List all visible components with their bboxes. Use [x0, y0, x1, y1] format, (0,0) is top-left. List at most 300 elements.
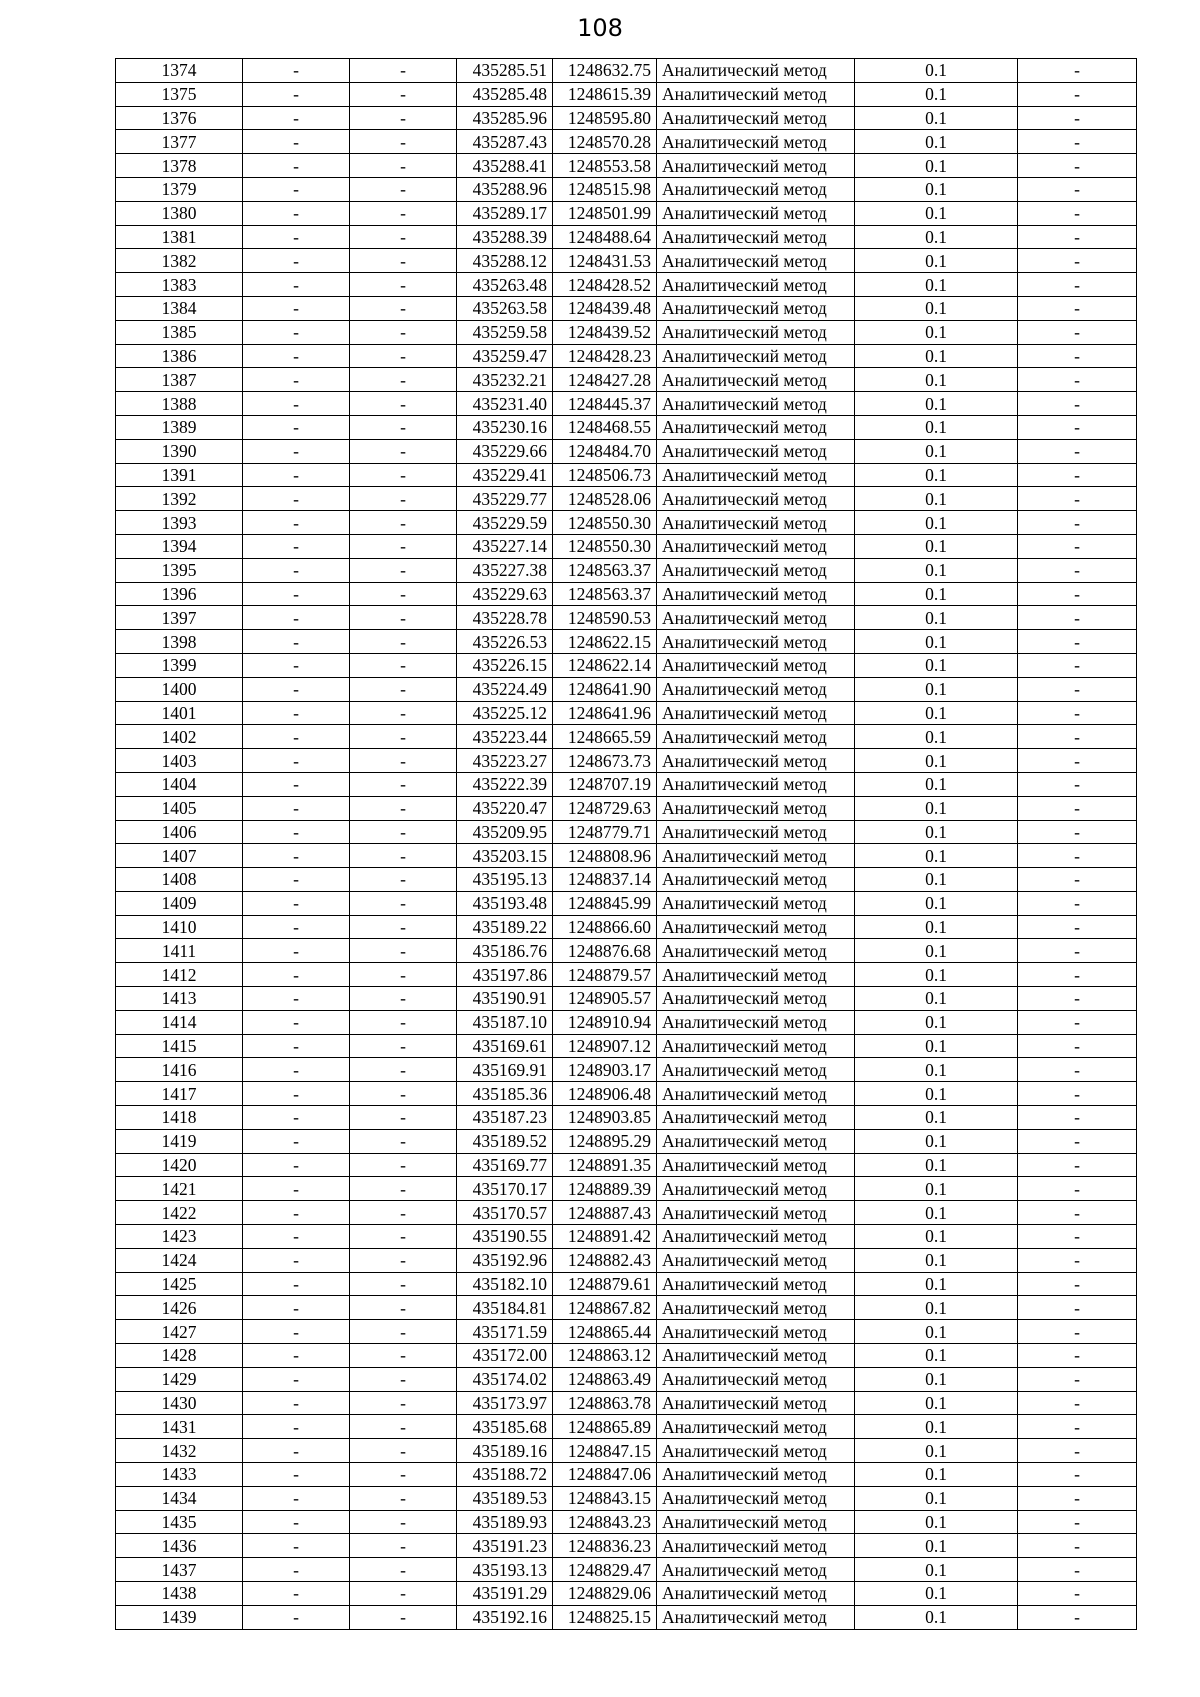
point-number-cell: 1431 [116, 1415, 243, 1439]
precision-cell: 0.1 [855, 1510, 1018, 1534]
precision-cell: 0.1 [855, 1558, 1018, 1582]
old-y-cell: - [350, 772, 457, 796]
precision-cell: 0.1 [855, 1058, 1018, 1082]
old-x-cell: - [243, 1582, 350, 1606]
description-cell: - [1018, 653, 1137, 677]
method-cell: Аналитический метод [657, 582, 855, 606]
method-cell: Аналитический метод [657, 1106, 855, 1130]
old-y-cell: - [350, 891, 457, 915]
old-x-cell: - [243, 177, 350, 201]
old-x-cell: - [243, 1439, 350, 1463]
description-cell: - [1018, 868, 1137, 892]
table-body [116, 59, 1137, 1630]
description-cell: - [1018, 1153, 1137, 1177]
point-number-cell: 1397 [116, 606, 243, 630]
method-cell: Аналитический метод [657, 1605, 855, 1629]
precision-cell: 0.1 [855, 963, 1018, 987]
method-cell: Аналитический метод [657, 1296, 855, 1320]
point-number-cell: 1386 [116, 344, 243, 368]
table-row [116, 630, 1137, 654]
method-cell: Аналитический метод [657, 1177, 855, 1201]
old-y-cell: - [350, 653, 457, 677]
method-cell: Аналитический метод [657, 368, 855, 392]
x-coordinate-cell: 435285.96 [457, 106, 553, 130]
description-cell: - [1018, 749, 1137, 773]
y-coordinate-cell: 1248867.82 [553, 1296, 657, 1320]
precision-cell: 0.1 [855, 392, 1018, 416]
y-coordinate-cell: 1248729.63 [553, 796, 657, 820]
precision-cell: 0.1 [855, 868, 1018, 892]
description-cell: - [1018, 1605, 1137, 1629]
old-y-cell: - [350, 463, 457, 487]
y-coordinate-cell: 1248665.59 [553, 725, 657, 749]
point-number-cell: 1429 [116, 1367, 243, 1391]
method-cell: Аналитический метод [657, 558, 855, 582]
method-cell: Аналитический метод [657, 749, 855, 773]
method-cell: Аналитический метод [657, 677, 855, 701]
old-y-cell: - [350, 725, 457, 749]
y-coordinate-cell: 1248879.61 [553, 1272, 657, 1296]
old-x-cell: - [243, 1463, 350, 1487]
y-coordinate-cell: 1248488.64 [553, 225, 657, 249]
old-y-cell: - [350, 606, 457, 630]
y-coordinate-cell: 1248595.80 [553, 106, 657, 130]
point-number-cell: 1389 [116, 415, 243, 439]
precision-cell: 0.1 [855, 677, 1018, 701]
old-x-cell: - [243, 130, 350, 154]
precision-cell: 0.1 [855, 1605, 1018, 1629]
table-row [116, 1605, 1137, 1629]
old-x-cell: - [243, 106, 350, 130]
old-y-cell: - [350, 177, 457, 201]
old-y-cell: - [350, 1106, 457, 1130]
old-x-cell: - [243, 677, 350, 701]
old-x-cell: - [243, 1034, 350, 1058]
precision-cell: 0.1 [855, 344, 1018, 368]
method-cell: Аналитический метод [657, 59, 855, 83]
old-x-cell: - [243, 1510, 350, 1534]
point-number-cell: 1398 [116, 630, 243, 654]
method-cell: Аналитический метод [657, 1034, 855, 1058]
x-coordinate-cell: 435203.15 [457, 844, 553, 868]
method-cell: Аналитический метод [657, 1391, 855, 1415]
table-row [116, 1058, 1137, 1082]
x-coordinate-cell: 435229.66 [457, 439, 553, 463]
precision-cell: 0.1 [855, 606, 1018, 630]
y-coordinate-cell: 1248865.89 [553, 1415, 657, 1439]
point-number-cell: 1407 [116, 844, 243, 868]
old-x-cell: - [243, 1106, 350, 1130]
description-cell: - [1018, 439, 1137, 463]
y-coordinate-cell: 1248891.42 [553, 1225, 657, 1249]
precision-cell: 0.1 [855, 630, 1018, 654]
point-number-cell: 1424 [116, 1248, 243, 1272]
table-row [116, 1106, 1137, 1130]
point-number-cell: 1378 [116, 154, 243, 178]
table-row [116, 653, 1137, 677]
y-coordinate-cell: 1248863.78 [553, 1391, 657, 1415]
table-row [116, 796, 1137, 820]
page-number: 108 [577, 14, 623, 42]
y-coordinate-cell: 1248641.96 [553, 701, 657, 725]
old-y-cell: - [350, 1248, 457, 1272]
table-row [116, 1510, 1137, 1534]
point-number-cell: 1406 [116, 820, 243, 844]
y-coordinate-cell: 1248528.06 [553, 487, 657, 511]
point-number-cell: 1426 [116, 1296, 243, 1320]
precision-cell: 0.1 [855, 368, 1018, 392]
y-coordinate-cell: 1248590.53 [553, 606, 657, 630]
point-number-cell: 1437 [116, 1558, 243, 1582]
x-coordinate-cell: 435229.63 [457, 582, 553, 606]
table-row [116, 1177, 1137, 1201]
point-number-cell: 1427 [116, 1320, 243, 1344]
point-number-cell: 1433 [116, 1463, 243, 1487]
y-coordinate-cell: 1248428.52 [553, 273, 657, 297]
old-x-cell: - [243, 749, 350, 773]
method-cell: Аналитический метод [657, 915, 855, 939]
precision-cell: 0.1 [855, 1225, 1018, 1249]
old-y-cell: - [350, 1225, 457, 1249]
old-x-cell: - [243, 1486, 350, 1510]
x-coordinate-cell: 435187.23 [457, 1106, 553, 1130]
description-cell: - [1018, 415, 1137, 439]
description-cell: - [1018, 1367, 1137, 1391]
old-y-cell: - [350, 677, 457, 701]
old-y-cell: - [350, 1034, 457, 1058]
x-coordinate-cell: 435229.41 [457, 463, 553, 487]
old-x-cell: - [243, 1344, 350, 1368]
description-cell: - [1018, 820, 1137, 844]
old-x-cell: - [243, 249, 350, 273]
y-coordinate-cell: 1248882.43 [553, 1248, 657, 1272]
y-coordinate-cell: 1248506.73 [553, 463, 657, 487]
method-cell: Аналитический метод [657, 1486, 855, 1510]
table-row [116, 1153, 1137, 1177]
x-coordinate-cell: 435263.58 [457, 296, 553, 320]
point-number-cell: 1390 [116, 439, 243, 463]
old-y-cell: - [350, 534, 457, 558]
old-x-cell: - [243, 392, 350, 416]
table-row [116, 106, 1137, 130]
description-cell: - [1018, 582, 1137, 606]
point-number-cell: 1375 [116, 82, 243, 106]
table-row [116, 534, 1137, 558]
precision-cell: 0.1 [855, 154, 1018, 178]
description-cell: - [1018, 915, 1137, 939]
old-x-cell: - [243, 415, 350, 439]
old-x-cell: - [243, 154, 350, 178]
table-row [116, 296, 1137, 320]
old-x-cell: - [243, 511, 350, 535]
precision-cell: 0.1 [855, 1082, 1018, 1106]
description-cell: - [1018, 487, 1137, 511]
description-cell: - [1018, 1296, 1137, 1320]
y-coordinate-cell: 1248903.85 [553, 1106, 657, 1130]
method-cell: Аналитический метод [657, 225, 855, 249]
precision-cell: 0.1 [855, 1344, 1018, 1368]
y-coordinate-cell: 1248879.57 [553, 963, 657, 987]
point-number-cell: 1417 [116, 1082, 243, 1106]
old-x-cell: - [243, 1058, 350, 1082]
point-number-cell: 1436 [116, 1534, 243, 1558]
table-row [116, 915, 1137, 939]
point-number-cell: 1411 [116, 939, 243, 963]
description-cell: - [1018, 1058, 1137, 1082]
precision-cell: 0.1 [855, 1463, 1018, 1487]
old-y-cell: - [350, 130, 457, 154]
x-coordinate-cell: 435170.17 [457, 1177, 553, 1201]
table-row [116, 415, 1137, 439]
description-cell: - [1018, 1558, 1137, 1582]
precision-cell: 0.1 [855, 1010, 1018, 1034]
old-x-cell: - [243, 1248, 350, 1272]
table-row [116, 1201, 1137, 1225]
description-cell: - [1018, 1177, 1137, 1201]
description-cell: - [1018, 1391, 1137, 1415]
point-number-cell: 1394 [116, 534, 243, 558]
method-cell: Аналитический метод [657, 725, 855, 749]
table-row [116, 130, 1137, 154]
y-coordinate-cell: 1248891.35 [553, 1153, 657, 1177]
point-number-cell: 1421 [116, 1177, 243, 1201]
x-coordinate-cell: 435170.57 [457, 1201, 553, 1225]
y-coordinate-cell: 1248837.14 [553, 868, 657, 892]
precision-cell: 0.1 [855, 534, 1018, 558]
old-y-cell: - [350, 915, 457, 939]
old-y-cell: - [350, 249, 457, 273]
table-row [116, 1082, 1137, 1106]
point-number-cell: 1410 [116, 915, 243, 939]
y-coordinate-cell: 1248632.75 [553, 59, 657, 83]
description-cell: - [1018, 701, 1137, 725]
description-cell: - [1018, 1129, 1137, 1153]
table-row [116, 1367, 1137, 1391]
y-coordinate-cell: 1248622.14 [553, 653, 657, 677]
precision-cell: 0.1 [855, 59, 1018, 83]
point-number-cell: 1409 [116, 891, 243, 915]
precision-cell: 0.1 [855, 1177, 1018, 1201]
old-x-cell: - [243, 439, 350, 463]
point-number-cell: 1380 [116, 201, 243, 225]
table-row [116, 368, 1137, 392]
y-coordinate-cell: 1248550.30 [553, 511, 657, 535]
y-coordinate-cell: 1248563.37 [553, 582, 657, 606]
x-coordinate-cell: 435197.86 [457, 963, 553, 987]
old-x-cell: - [243, 1129, 350, 1153]
x-coordinate-cell: 435228.78 [457, 606, 553, 630]
old-y-cell: - [350, 1153, 457, 1177]
point-number-cell: 1414 [116, 1010, 243, 1034]
table-row [116, 1225, 1137, 1249]
description-cell: - [1018, 772, 1137, 796]
y-coordinate-cell: 1248889.39 [553, 1177, 657, 1201]
table-row [116, 939, 1137, 963]
precision-cell: 0.1 [855, 796, 1018, 820]
table-row [116, 606, 1137, 630]
old-y-cell: - [350, 1463, 457, 1487]
old-y-cell: - [350, 1272, 457, 1296]
y-coordinate-cell: 1248843.15 [553, 1486, 657, 1510]
precision-cell: 0.1 [855, 1534, 1018, 1558]
point-number-cell: 1383 [116, 273, 243, 297]
method-cell: Аналитический метод [657, 868, 855, 892]
y-coordinate-cell: 1248501.99 [553, 201, 657, 225]
precision-cell: 0.1 [855, 987, 1018, 1011]
y-coordinate-cell: 1248707.19 [553, 772, 657, 796]
method-cell: Аналитический метод [657, 606, 855, 630]
method-cell: Аналитический метод [657, 1415, 855, 1439]
description-cell: - [1018, 796, 1137, 820]
y-coordinate-cell: 1248484.70 [553, 439, 657, 463]
old-y-cell: - [350, 1558, 457, 1582]
method-cell: Аналитический метод [657, 963, 855, 987]
table-row [116, 1439, 1137, 1463]
description-cell: - [1018, 511, 1137, 535]
description-cell: - [1018, 844, 1137, 868]
y-coordinate-cell: 1248847.15 [553, 1439, 657, 1463]
y-coordinate-cell: 1248615.39 [553, 82, 657, 106]
description-cell: - [1018, 320, 1137, 344]
precision-cell: 0.1 [855, 1320, 1018, 1344]
table-row [116, 891, 1137, 915]
description-cell: - [1018, 1201, 1137, 1225]
x-coordinate-cell: 435192.16 [457, 1605, 553, 1629]
precision-cell: 0.1 [855, 1201, 1018, 1225]
y-coordinate-cell: 1248445.37 [553, 392, 657, 416]
method-cell: Аналитический метод [657, 320, 855, 344]
table-row [116, 1296, 1137, 1320]
old-y-cell: - [350, 987, 457, 1011]
x-coordinate-cell: 435169.77 [457, 1153, 553, 1177]
old-y-cell: - [350, 1344, 457, 1368]
description-cell: - [1018, 1486, 1137, 1510]
description-cell: - [1018, 154, 1137, 178]
x-coordinate-cell: 435263.48 [457, 273, 553, 297]
precision-cell: 0.1 [855, 749, 1018, 773]
old-x-cell: - [243, 534, 350, 558]
old-y-cell: - [350, 201, 457, 225]
old-y-cell: - [350, 320, 457, 344]
point-number-cell: 1395 [116, 558, 243, 582]
precision-cell: 0.1 [855, 296, 1018, 320]
point-number-cell: 1382 [116, 249, 243, 273]
table-row [116, 1558, 1137, 1582]
old-x-cell: - [243, 1558, 350, 1582]
method-cell: Аналитический метод [657, 296, 855, 320]
x-coordinate-cell: 435231.40 [457, 392, 553, 416]
precision-cell: 0.1 [855, 1153, 1018, 1177]
y-coordinate-cell: 1248829.47 [553, 1558, 657, 1582]
y-coordinate-cell: 1248431.53 [553, 249, 657, 273]
x-coordinate-cell: 435189.52 [457, 1129, 553, 1153]
old-y-cell: - [350, 1177, 457, 1201]
old-y-cell: - [350, 59, 457, 83]
description-cell: - [1018, 987, 1137, 1011]
precision-cell: 0.1 [855, 1367, 1018, 1391]
x-coordinate-cell: 435185.68 [457, 1415, 553, 1439]
method-cell: Аналитический метод [657, 772, 855, 796]
old-x-cell: - [243, 701, 350, 725]
method-cell: Аналитический метод [657, 1510, 855, 1534]
y-coordinate-cell: 1248865.44 [553, 1320, 657, 1344]
x-coordinate-cell: 435185.36 [457, 1082, 553, 1106]
y-coordinate-cell: 1248910.94 [553, 1010, 657, 1034]
old-y-cell: - [350, 749, 457, 773]
point-number-cell: 1416 [116, 1058, 243, 1082]
x-coordinate-cell: 435192.96 [457, 1248, 553, 1272]
method-cell: Аналитический метод [657, 130, 855, 154]
point-number-cell: 1408 [116, 868, 243, 892]
method-cell: Аналитический метод [657, 1010, 855, 1034]
y-coordinate-cell: 1248895.29 [553, 1129, 657, 1153]
precision-cell: 0.1 [855, 725, 1018, 749]
method-cell: Аналитический метод [657, 415, 855, 439]
point-number-cell: 1415 [116, 1034, 243, 1058]
precision-cell: 0.1 [855, 320, 1018, 344]
old-x-cell: - [243, 891, 350, 915]
method-cell: Аналитический метод [657, 820, 855, 844]
x-coordinate-cell: 435230.16 [457, 415, 553, 439]
old-x-cell: - [243, 1225, 350, 1249]
method-cell: Аналитический метод [657, 939, 855, 963]
precision-cell: 0.1 [855, 915, 1018, 939]
table-row [116, 1582, 1137, 1606]
method-cell: Аналитический метод [657, 154, 855, 178]
old-x-cell: - [243, 630, 350, 654]
method-cell: Аналитический метод [657, 630, 855, 654]
method-cell: Аналитический метод [657, 1129, 855, 1153]
method-cell: Аналитический метод [657, 106, 855, 130]
old-y-cell: - [350, 106, 457, 130]
point-number-cell: 1384 [116, 296, 243, 320]
table-row [116, 558, 1137, 582]
x-coordinate-cell: 435289.17 [457, 201, 553, 225]
table-row [116, 249, 1137, 273]
method-cell: Аналитический метод [657, 1344, 855, 1368]
method-cell: Аналитический метод [657, 1058, 855, 1082]
table-row [116, 1344, 1137, 1368]
point-number-cell: 1391 [116, 463, 243, 487]
method-cell: Аналитический метод [657, 1320, 855, 1344]
old-y-cell: - [350, 796, 457, 820]
old-x-cell: - [243, 1272, 350, 1296]
x-coordinate-cell: 435226.15 [457, 653, 553, 677]
old-y-cell: - [350, 82, 457, 106]
old-x-cell: - [243, 368, 350, 392]
old-x-cell: - [243, 201, 350, 225]
table-row [116, 177, 1137, 201]
old-x-cell: - [243, 939, 350, 963]
precision-cell: 0.1 [855, 463, 1018, 487]
old-x-cell: - [243, 487, 350, 511]
table-row [116, 1010, 1137, 1034]
method-cell: Аналитический метод [657, 487, 855, 511]
old-x-cell: - [243, 82, 350, 106]
table-row [116, 59, 1137, 83]
old-y-cell: - [350, 415, 457, 439]
method-cell: Аналитический метод [657, 1367, 855, 1391]
y-coordinate-cell: 1248863.49 [553, 1367, 657, 1391]
old-x-cell: - [243, 868, 350, 892]
point-number-cell: 1379 [116, 177, 243, 201]
old-y-cell: - [350, 439, 457, 463]
precision-cell: 0.1 [855, 225, 1018, 249]
old-y-cell: - [350, 273, 457, 297]
y-coordinate-cell: 1248847.06 [553, 1463, 657, 1487]
old-x-cell: - [243, 725, 350, 749]
y-coordinate-cell: 1248641.90 [553, 677, 657, 701]
